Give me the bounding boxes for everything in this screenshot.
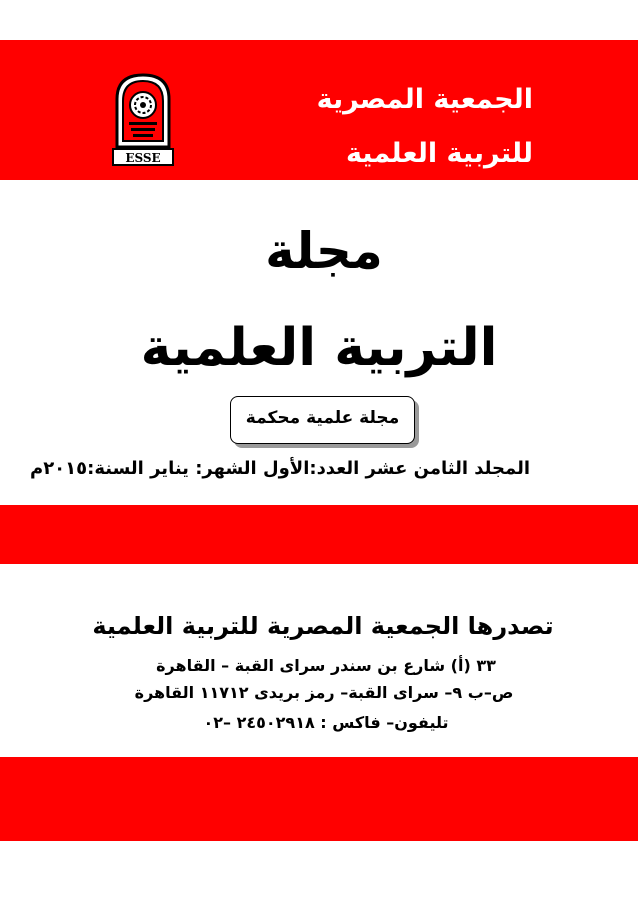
address-line-1: ٣٣ (أ) شارع بن سندر سراى القبة – القاهرة bbox=[156, 656, 496, 675]
publisher-line: تصدرها الجمعية المصرية للتربية العلمية bbox=[92, 612, 554, 640]
bottom-band bbox=[0, 757, 638, 841]
magazine-word: مجلة bbox=[265, 222, 383, 280]
logo-text: ESSE bbox=[125, 151, 161, 165]
address-line-2: ص–ب ٩– سراى القبة– رمز بريدى ١١٧١٢ القاهرة bbox=[134, 683, 514, 702]
subtitle-text: مجلة علمية محكمة bbox=[245, 408, 400, 428]
society-logo-icon bbox=[111, 71, 175, 171]
society-name-line2: للتربية العلمية bbox=[345, 138, 533, 169]
issue-info: المجلد الثامن عشر العدد:الأول الشهر: يناير السنة:٢٠١٥م bbox=[29, 458, 530, 479]
middle-band bbox=[0, 505, 638, 564]
subtitle-box bbox=[230, 396, 415, 444]
contact-line: تليفون– فاكس : ٢٤٥٠٢٩١٨ –٠٢ bbox=[203, 713, 449, 732]
journal-title: التربية العلمية bbox=[140, 318, 498, 378]
society-name-line1: الجمعية المصرية bbox=[316, 84, 533, 115]
